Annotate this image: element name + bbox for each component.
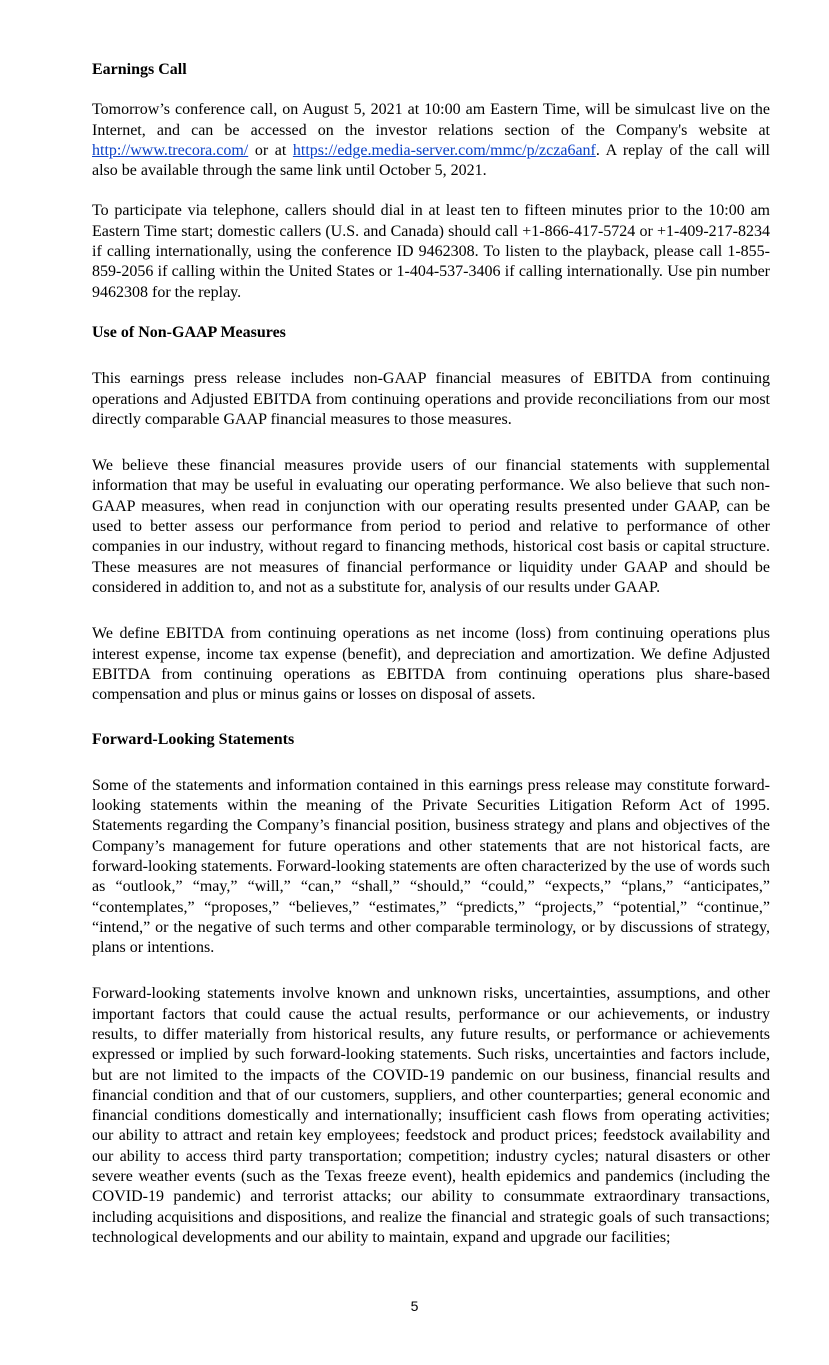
earnings-call-text-1: Tomorrow’s conference call, on August 5, 2021 at 10:00 am Eastern Time, will be simulcast live on the Internet, and can be accessed on the investor relations section of the Company's website at bbox=[92, 101, 770, 139]
earnings-call-heading: Earnings Call bbox=[92, 61, 187, 78]
non-gaap-paragraph-2: We believe these financial measures provide users of our financial statements with supplemental information that may be useful in evaluating our operating performance. We also believe that such non-GAAP measures, when read in conjunction with our operating results presented under GAAP, can be used to better assess our performance from period to period and relative to performance of other companies in our industry, without regard to financing methods, historical cost basis or capital structure. These measures are not measures of financial performance or liquidity under GAAP and should be considered in addition to, and not as a substitute for, analysis of our results under GAAP. bbox=[92, 457, 770, 596]
trecora-website-link[interactable]: http://www.trecora.com/ bbox=[92, 141, 249, 159]
non-gaap-heading: Use of Non-GAAP Measures bbox=[92, 323, 286, 341]
page-number: 5 bbox=[410, 1298, 419, 1314]
earnings-call-text-2: or at bbox=[248, 141, 293, 159]
telephone-instructions-paragraph: To participate via telephone, callers should dial in at least ten to fifteen minutes prior to the 10:00 am Eastern Time start; domestic callers (U.S. and Canada) should call +1-866-417-5724 or +1-409-217-8234 if calling internationally, using the conference ID 9462308. To listen to the playback, please call 1-855-859-2056 if calling within the United States or 1-404-537-3406 if calling internationally. Use pin number 9462308 for the replay. bbox=[92, 202, 770, 301]
forward-looking-paragraph-1: Some of the statements and information contained in this earnings press release may constitute forward-looking statements within the meaning of the Private Securities Litigation Reform Act of 1995. Statements regarding the Company’s financial position, business strategy and plans and objectives of the Company’s management for future operations and other statements that are not historical facts, are forward-looking statements. Forward-looking statements are often characterized by the use of words such as “outlook,” “may,” “will,” “can,” “shall,” “should,” “could,” “expects,” “plans,” “anticipates,” “contemplates,” “proposes,” “believes,” “estimates,” “predicts,” “projects,” “potential,” “continue,” “intend,” or the negative of such terms and other comparable terminology, or by discussions of strategy, plans or intentions. bbox=[92, 776, 770, 957]
earnings-call-paragraph bbox=[92, 100, 770, 181]
forward-looking-heading: Forward-Looking Statements bbox=[92, 731, 295, 749]
non-gaap-paragraph-1: This earnings press release includes non-GAAP financial measures of EBITDA from continuing operations and Adjusted EBITDA from continuing operations and provide reconciliations from our most directly comparable GAAP financial measures to those measures. bbox=[92, 370, 770, 428]
document-page bbox=[92, 60, 770, 1248]
webcast-link[interactable]: https://edge.media-server.com/mmc/p/zcza6anf bbox=[292, 141, 596, 159]
earnings-call-text-3: . A replay of the call will also be available through the same link until October 5, 2021. bbox=[92, 141, 771, 180]
non-gaap-paragraph-3: We define EBITDA from continuing operations as net income (loss) from continuing operations plus interest expense, income tax expense (benefit), and depreciation and amortization. We define Adjusted EBITDA from continuing operations as EBITDA from continuing operations plus share-based compensation and plus or minus gains or losses on disposal of assets. bbox=[92, 625, 770, 704]
forward-looking-paragraph-2: Forward-looking statements involve known and unknown risks, uncertainties, assumptions, and other important factors that could cause the actual results, performance or our achievements, or industry results, to differ materially from historical results, any future results, or performance or achievements expressed or implied by such forward-looking statements. Such risks, uncertainties and factors include, but are not limited to the impacts of the COVID-19 pandemic on our business, financial results and financial condition and that of our customers, suppliers, and other counterparties; general economic and financial conditions domestically and internationally; insufficient cash flows from operating activities; our ability to attract and retain key employees; feedstock and product prices; feedstock availability and our ability to access third party transportation; competition; industry cycles; natural disasters or other severe weather events (such as the Texas freeze event), health epidemics and pandemics (including the COVID-19 pandemic) and terrorist attacks; our ability to consummate extraordinary transactions, including acquisitions and dispositions, and realize the financial and strategic goals of such transactions; technological developments and our ability to maintain, expand and upgrade our facilities; bbox=[92, 985, 770, 1246]
